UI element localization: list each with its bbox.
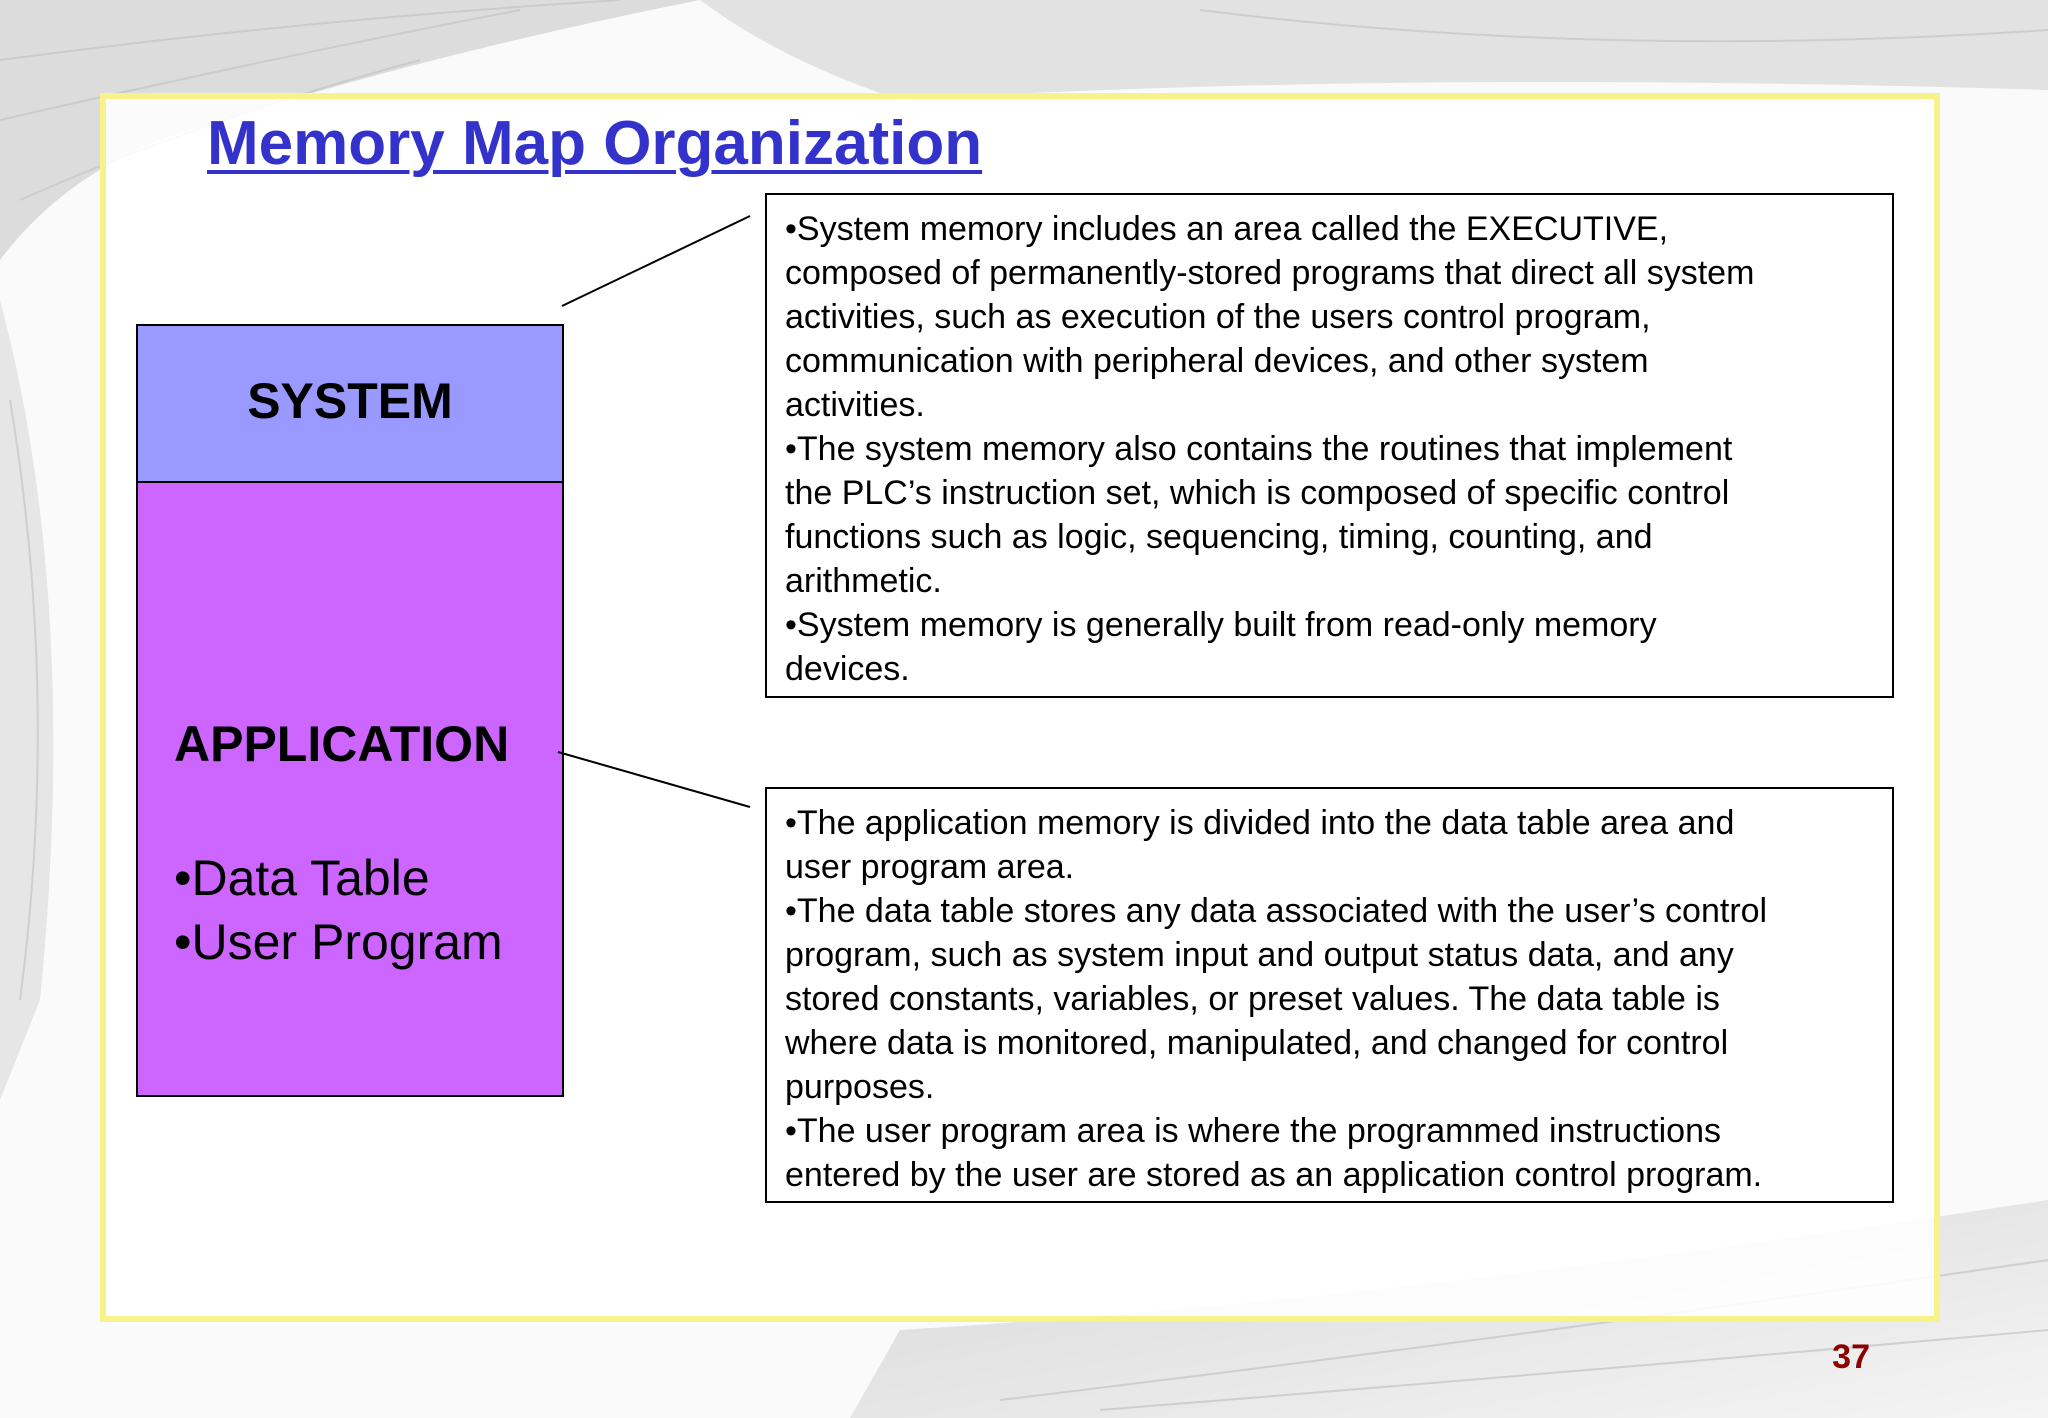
callout-line: entered by the user are stored as an application control program. [785,1156,1763,1194]
system-label: SYSTEM [247,373,453,429]
application-segment [138,483,562,1095]
callout-line: •The system memory also contains the routines that implement [785,430,1733,468]
callout-line: user program area. [785,848,1075,886]
callout-line: •System memory includes an area called the EXECUTIVE, [785,210,1669,248]
application-label: APPLICATION [174,716,510,772]
callout-line: arithmetic. [785,562,942,600]
slide-title: Memory Map Organization [207,109,983,178]
application-callout-box [765,787,1894,1203]
callout-line: composed of permanently-stored programs that direct all system [785,254,1755,292]
page-number: 37 [1832,1338,1870,1376]
callout-line: •The data table stores any data associated with the user’s control [785,892,1768,930]
callout-line: where data is monitored, manipulated, and changed for control [785,1024,1729,1062]
callout-line: communication with peripheral devices, and other system [785,342,1649,380]
system-segment [138,326,562,483]
callout-line: devices. [785,650,910,688]
memory-map-diagram [136,324,564,1097]
callout-line: the PLC’s instruction set, which is composed of specific control [785,474,1730,512]
callout-line: purposes. [785,1068,935,1106]
application-item-data-table: •Data Table [174,850,430,906]
callout-line: activities. [785,386,925,424]
callout-line: stored constants, variables, or preset values. The data table is [785,980,1720,1018]
callout-line: activities, such as execution of the users control program, [785,298,1651,336]
callout-line: •The user program area is where the programmed instructions [785,1112,1721,1150]
callout-line: functions such as logic, sequencing, timing, counting, and [785,518,1653,556]
callout-line: program, such as system input and output status data, and any [785,936,1734,974]
callout-line: •System memory is generally built from read-only memory [785,606,1657,644]
application-item-user-program: •User Program [174,914,503,970]
system-callout-box [765,193,1894,698]
callout-line: •The application memory is divided into the data table area and [785,804,1735,842]
